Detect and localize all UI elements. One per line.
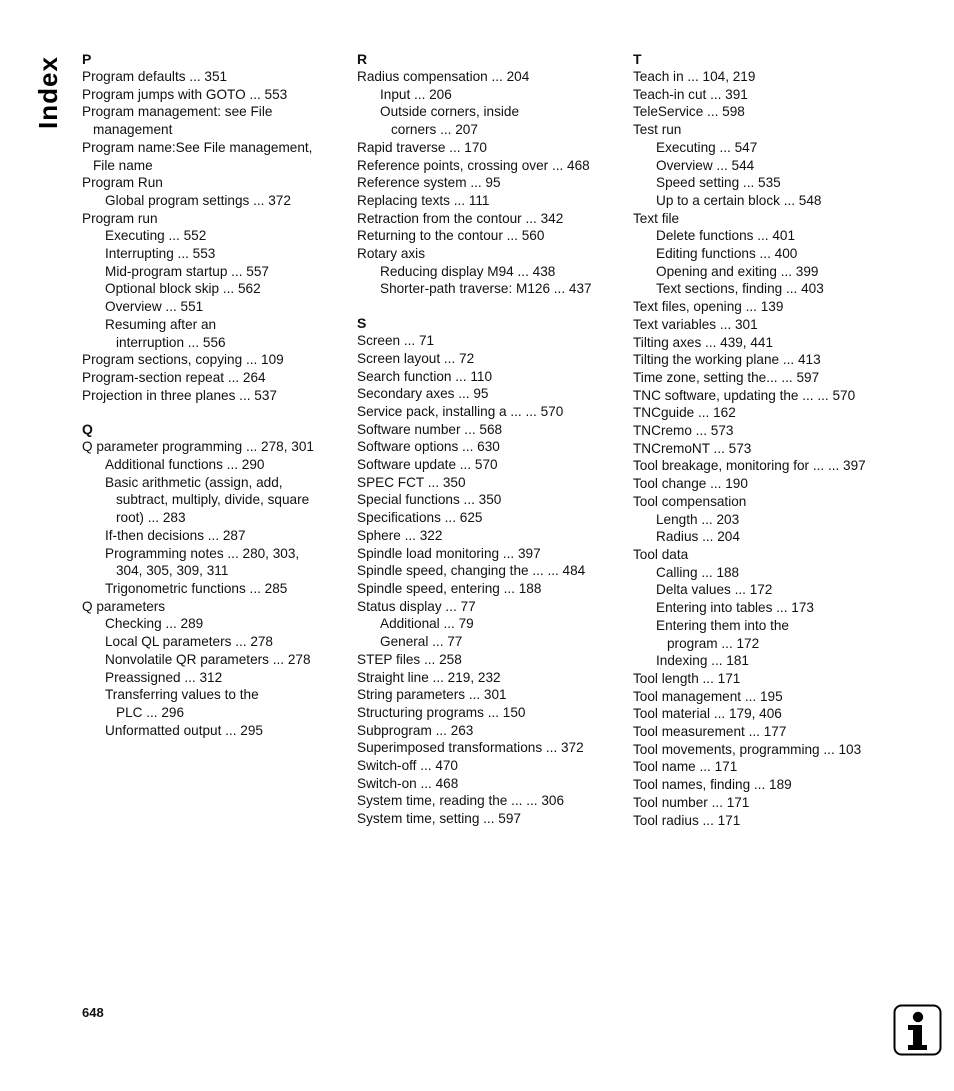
section-letter: R [357,51,368,67]
index-subentry: Speed setting ... 535 [656,175,781,191]
section-letter: T [633,51,642,67]
index-entry: Subprogram ... 263 [357,722,474,738]
index-subentry: Length ... 203 [656,511,740,527]
index-entry: Program Run [82,175,163,191]
index-section [357,50,619,298]
index-entry: Program management: see File [82,104,273,120]
index-entry: Reference points, crossing over ... 468 [357,157,590,173]
index-entry: Program name:See File management, [82,139,313,155]
index-entry: Program jumps with GOTO ... 553 [82,86,288,102]
index-subentry: Up to a certain block ... 548 [656,192,822,208]
index-entry: Time zone, setting the... ... 597 [633,369,820,385]
index-subentry: Global program settings ... 372 [105,192,291,208]
index-subentry: Outside corners, inside [380,104,520,120]
index-entry: Sphere ... 322 [357,527,443,543]
index-subentry: Additional functions ... 290 [105,457,265,473]
index-entry: Tool breakage, monitoring for ... ... 397 [633,458,866,474]
index-subentry: Mid-program startup ... 557 [105,263,269,279]
index-entry: Rapid traverse ... 170 [357,139,487,155]
index-entry: Spindle speed, changing the ... ... 484 [357,563,586,579]
index-entry: Rotary axis [357,246,425,262]
index-subentry: If-then decisions ... 287 [105,527,246,543]
index-entry: Teach in ... 104, 219 [633,69,756,84]
index-entry: Text files, opening ... 139 [633,299,784,315]
index-entry: management [93,122,173,138]
index-entry: Returning to the contour ... 560 [357,228,545,244]
index-subentry: Basic arithmetic (assign, add, [105,474,283,490]
index-column-3 [633,50,933,829]
index-subentry: Additional ... 79 [380,616,474,632]
index-subentry: program ... 172 [667,635,760,651]
index-entry: TNC software, updating the ... ... 570 [633,387,856,403]
index-entry: Switch-on ... 468 [357,775,459,791]
index-entry: Tool change ... 190 [633,476,748,492]
index-entry: Software number ... 568 [357,421,503,437]
index-entry: Program-section repeat ... 264 [82,369,266,385]
index-entry: Program sections, copying ... 109 [82,352,284,368]
index-entry: Replacing texts ... 111 [357,192,490,208]
index-subentry: corners ... 207 [391,122,478,138]
index-entry: STEP files ... 258 [357,651,462,667]
index-subentry: Optional block skip ... 562 [105,281,261,297]
index-subentry: Resuming after an [105,316,217,332]
index-entry: Tool movements, programming ... 103 [633,741,862,757]
index-entry: Tilting axes ... 439, 441 [633,334,774,350]
index-subentry: Opening and exiting ... 399 [656,263,819,279]
index-section [633,50,933,829]
index-entry: Tool management ... 195 [633,688,783,704]
index-subentry: Entering into tables ... 173 [656,600,814,616]
index-entry: Tilting the working plane ... 413 [633,352,821,368]
index-entry: File name [93,157,153,173]
index-entry: Tool data [633,546,689,562]
index-subentry: Nonvolatile QR parameters ... 278 [105,651,311,667]
index-subentry: Unformatted output ... 295 [105,722,263,738]
index-entry: String parameters ... 301 [357,687,507,703]
index-entry: Radius compensation ... 204 [357,69,530,84]
index-subentry: Checking ... 289 [105,616,204,632]
index-section [82,420,344,739]
index-entry: Screen layout ... 72 [357,350,475,366]
index-entry: Service pack, installing a ... ... 570 [357,403,564,419]
info-icon [893,1004,942,1056]
section-letter: S [357,315,367,332]
index-entry: SPEC FCT ... 350 [357,474,466,490]
index-subentry: Overview ... 544 [656,157,755,173]
index-side-title-text: Index [32,55,63,129]
index-subentry: Transferring values to the [105,687,259,703]
index-subentry: 304, 305, 309, 311 [116,563,229,579]
index-subentry: Executing ... 547 [656,139,758,155]
index-entry: TNCguide ... 162 [633,405,736,421]
index-entry: TNCremo ... 573 [633,423,734,439]
index-entry: Reference system ... 95 [357,175,501,191]
index-entry: Tool measurement ... 177 [633,724,787,740]
index-entry: Q parameters [82,598,166,614]
index-entry: Retraction from the contour ... 342 [357,210,564,226]
index-entry: Tool compensation [633,493,747,509]
index-subentry: Reducing display M94 ... 438 [380,263,556,279]
index-entry: Teach-in cut ... 391 [633,86,748,102]
index-subentry: Shorter-path traverse: M126 ... 437 [380,281,592,297]
index-entry: Switch-off ... 470 [357,758,458,774]
index-entry: Tool radius ... 171 [633,812,741,828]
index-entry: Search function ... 110 [357,368,493,384]
index-subentry: Calling ... 188 [656,564,740,580]
index-subentry: General ... 77 [380,634,463,650]
index-entry: Spindle speed, entering ... 188 [357,580,542,596]
index-subentry: Local QL parameters ... 278 [105,634,273,650]
index-entry: Program run [82,210,158,226]
index-entry: Q parameter programming ... 278, 301 [82,439,314,455]
index-subentry: Editing functions ... 400 [656,246,798,262]
index-column-1 [82,50,344,739]
index-subentry: Programming notes ... 280, 303, [105,545,300,561]
page-number: 648 [82,1005,104,1020]
index-entry: System time, reading the ... ... 306 [357,793,565,809]
index-entry: Tool name ... 171 [633,759,738,775]
index-subentry: Radius ... 204 [656,529,740,545]
index-subentry: Overview ... 551 [105,299,204,315]
index-subentry: Trigonometric functions ... 285 [105,580,288,596]
index-entry: Tool names, finding ... 189 [633,777,792,793]
index-subentry: Preassigned ... 312 [105,669,223,685]
index-subentry: Input ... 206 [380,86,452,102]
index-entry: Straight line ... 219, 232 [357,669,501,685]
index-entry: Status display ... 77 [357,598,476,614]
index-subentry: Delete functions ... 401 [656,228,796,244]
index-entry: TeleService ... 598 [633,104,745,120]
index-entry: Software update ... 570 [357,457,498,473]
index-section [82,50,344,404]
index-subentry: Interrupting ... 553 [105,246,216,262]
index-entry: Screen ... 71 [357,333,435,349]
section-letter: Q [82,421,93,438]
index-entry: Program defaults ... 351 [82,69,228,84]
index-entry: Tool number ... 171 [633,794,750,810]
index-subentry: interruption ... 556 [116,334,226,350]
index-entry: System time, setting ... 597 [357,811,521,827]
index-entry: Special functions ... 350 [357,492,502,508]
index-entry: Text file [633,210,680,226]
index-section [357,314,619,828]
index-subentry: Text sections, finding ... 403 [656,281,824,297]
index-subentry: Executing ... 552 [105,228,207,244]
index-entry: Specifications ... 625 [357,510,483,526]
index-entry: TNCremoNT ... 573 [633,440,752,456]
index-entry: Text variables ... 301 [633,316,758,332]
section-letter: P [82,51,92,67]
index-entry: Software options ... 630 [357,439,500,455]
index-subentry: subtract, multiply, divide, square [116,492,310,508]
index-subentry: Indexing ... 181 [656,653,749,669]
index-subentry: Delta values ... 172 [656,582,773,598]
index-column-2 [357,50,619,828]
index-entry: Tool length ... 171 [633,670,741,686]
index-entry: Structuring programs ... 150 [357,704,526,720]
index-subentry: Entering them into the [656,617,789,633]
index-entry: Test run [633,122,682,138]
index-entry: Tool material ... 179, 406 [633,706,782,722]
index-entry: Spindle load monitoring ... 397 [357,545,541,561]
index-entry: Superimposed transformations ... 372 [357,740,584,756]
index-subentry: root) ... 283 [116,510,186,526]
index-subentry: PLC ... 296 [116,704,185,720]
index-entry: Secondary axes ... 95 [357,386,489,402]
index-entry: Projection in three planes ... 537 [82,387,277,403]
index-side-title [28,52,68,132]
